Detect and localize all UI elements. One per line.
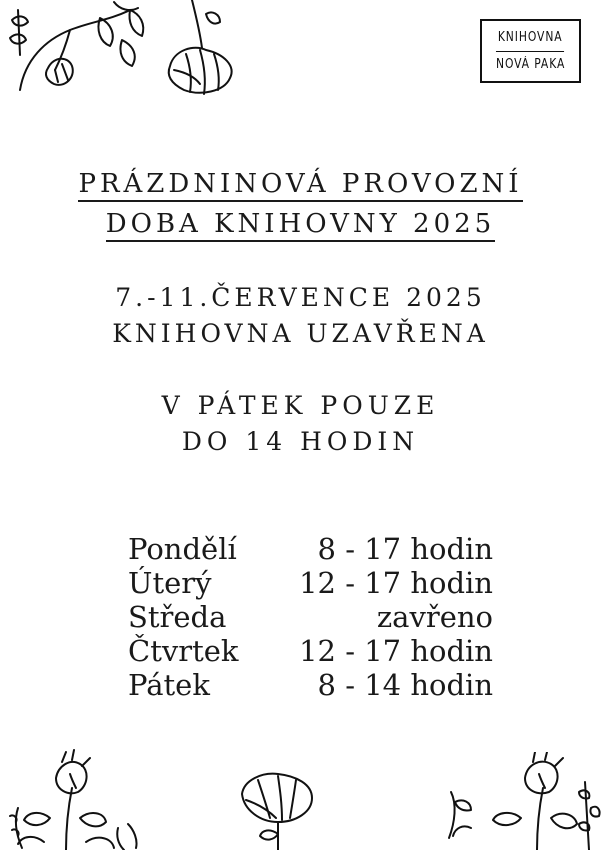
hours-row (128, 634, 493, 668)
logo-line-2: NOVÁ PAKA (495, 56, 566, 72)
poppy-flower-icon (236, 770, 320, 850)
page-title (0, 168, 601, 248)
library-logo (480, 19, 581, 83)
day-label: Pondělí (128, 532, 237, 566)
friday-line-2: DO 14 HODIN (181, 427, 420, 456)
day-label: Pátek (128, 668, 210, 702)
poppy-flower-icon (150, 0, 250, 100)
logo-line-1: KNIHOVNA (496, 25, 564, 52)
time-value: 12 - 17 hodin (299, 634, 493, 668)
time-value: zavřeno (376, 600, 493, 634)
opening-hours (128, 532, 493, 702)
floral-sprig-icon (0, 748, 160, 850)
closure-notice (0, 280, 601, 352)
time-value: 8 - 14 hodin (317, 668, 493, 702)
day-label: Čtvrtek (128, 634, 239, 668)
hours-row (128, 600, 493, 634)
hours-row (128, 668, 493, 702)
closure-dates: 7.-11.ČERVENCE 2025 (115, 283, 486, 312)
title-line-2: DOBA KNIHOVNY 2025 (106, 208, 495, 242)
title-line-1: PRÁZDNINOVÁ PROVOZNÍ (78, 168, 522, 202)
floral-sprig-icon (441, 752, 601, 850)
time-value: 8 - 17 hodin (317, 532, 493, 566)
friday-notice (0, 388, 601, 460)
day-label: Úterý (128, 566, 212, 600)
day-label: Středa (128, 600, 227, 634)
closure-text: KNIHOVNA UZAVŘENA (112, 319, 489, 348)
floral-sprig-icon (0, 0, 160, 95)
hours-row (128, 566, 493, 600)
friday-line-1: V PÁTEK POUZE (161, 391, 440, 420)
hours-row (128, 532, 493, 566)
time-value: 12 - 17 hodin (299, 566, 493, 600)
